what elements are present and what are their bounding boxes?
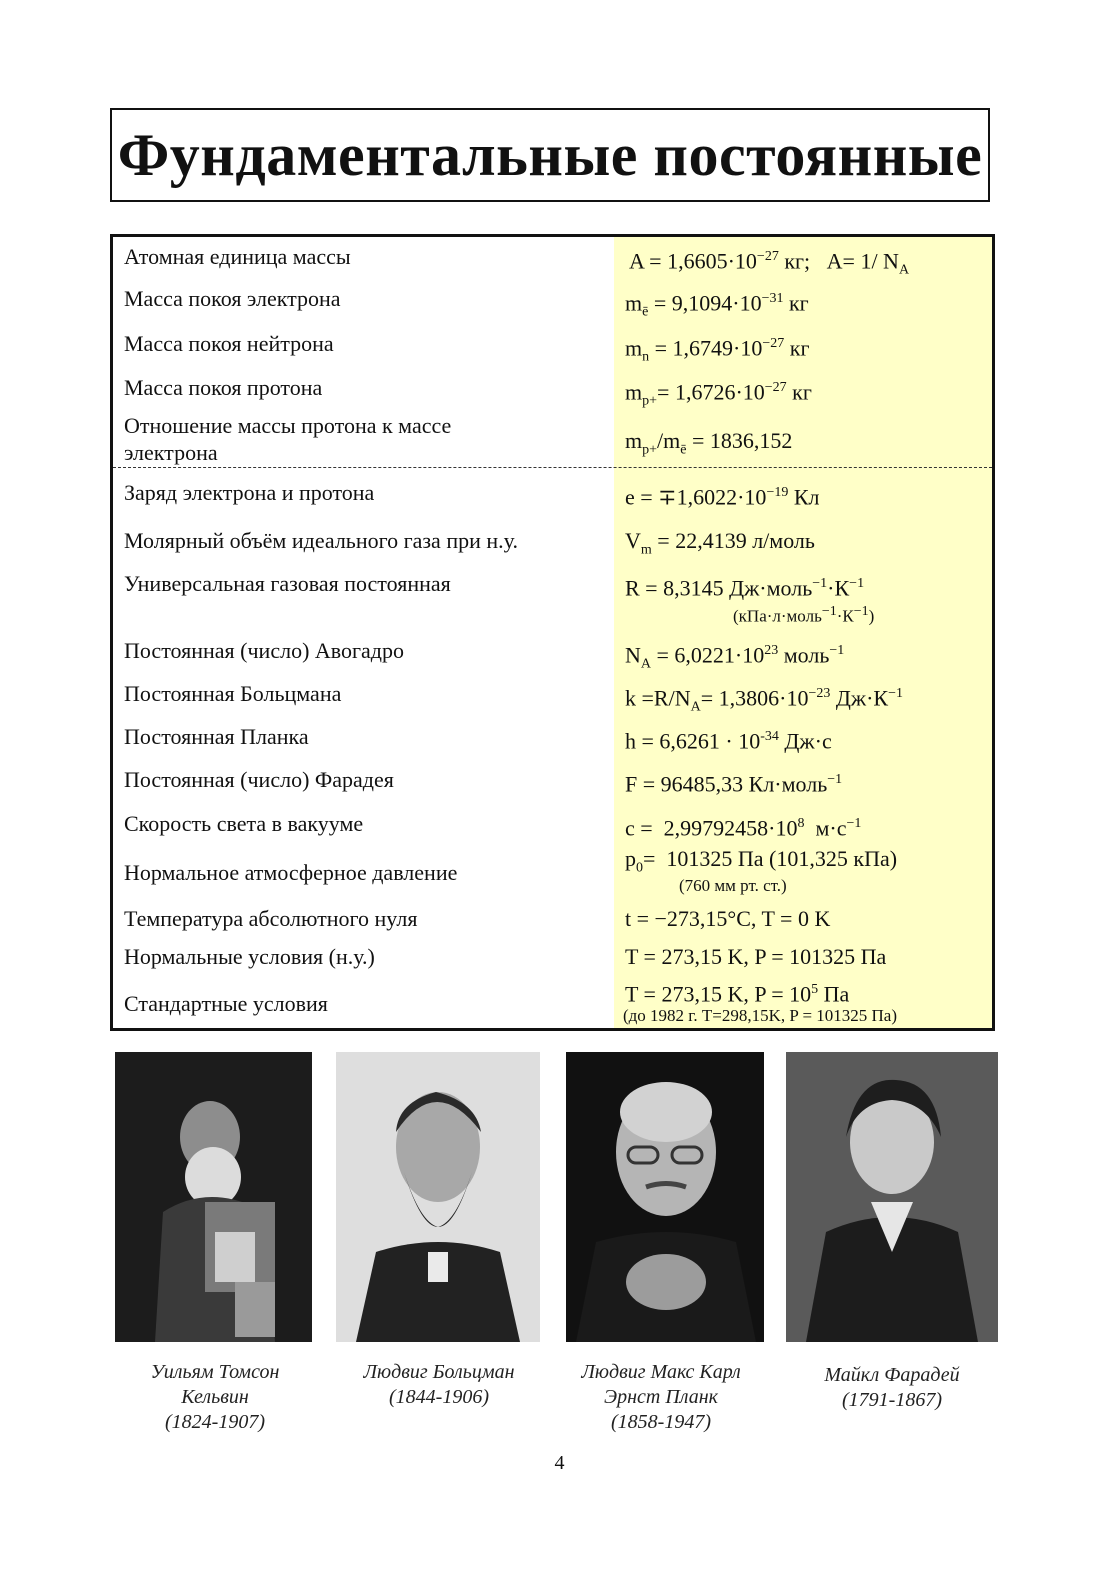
row-value: $m_{p+}= 1,6726\cdot 10^{-27}$ кг (625, 379, 812, 409)
row-label: Постоянная (число) Авогадро (124, 638, 404, 663)
row-value: $p_0= 101325$ Па (101,325 кПа) (625, 846, 898, 876)
row-label: Атомная единица массы (124, 244, 351, 269)
row-label (124, 412, 451, 466)
row-label: Масса покоя нейтрона (124, 331, 334, 356)
row-value-secondary: $(кПа\cdot л\cdot моль^{-1}\cdot К^{-1})$ (733, 604, 875, 626)
row-label-line: Отношение массы протона к массе (124, 413, 452, 438)
row-label: Стандартные условия (124, 991, 328, 1016)
row-value: $k =R/N_A= 1,3806\cdot 10^{-23}$ $Дж\cdot К^{-1}$ (625, 685, 903, 715)
portrait-boltzmann (336, 1052, 540, 1342)
row-label: Постоянная Планка (124, 724, 309, 749)
row-value: T = 273,15 K, P = 101325 Па (625, 944, 887, 969)
portrait-kelvin (115, 1052, 312, 1342)
caption-planck (556, 1360, 766, 1435)
row-label: Молярный объём идеального газа при н.у. (124, 528, 518, 553)
row-label: Температура абсолютного нуля (124, 906, 418, 931)
row-label: Постоянная (число) Фарадея (124, 767, 394, 792)
row-value: $h = 6,6261 \cdot 10^{-34}$ Дж·с (625, 728, 832, 754)
portrait-faraday (786, 1052, 998, 1342)
caption-line: (1824-1907) (165, 1411, 265, 1433)
caption-line: Людвиг Макс Карл (581, 1361, 741, 1383)
row-value: $e = \mp 1,6022\cdot 10^{-19}$ Кл (625, 484, 820, 510)
caption-line: Кельвин (181, 1386, 249, 1408)
caption-line: (1791-1867) (842, 1389, 942, 1411)
row-label: Масса покоя протона (124, 375, 323, 400)
row-label: Заряд электрона и протона (124, 480, 375, 505)
row-value: $N_A = 6,0221\cdot 10^{23}$ моль$^{-1}$ (625, 642, 845, 672)
caption-line: (1858-1947) (611, 1411, 711, 1433)
caption-line: Майкл Фарадей (824, 1364, 960, 1386)
caption-line: Людвиг Больцман (363, 1361, 515, 1383)
row-value: t = −273,15°C, T = 0 K (625, 906, 831, 931)
caption-line: (1844-1906) (389, 1386, 489, 1408)
row-value: $V_m = 22,4139$ л/моль (625, 528, 815, 558)
caption-boltzmann (336, 1360, 542, 1410)
page-title: Фундаментальные постоянные (117, 121, 983, 188)
caption-faraday (786, 1363, 998, 1413)
row-value: $c = 2,99792458\cdot 10^8$ $м\cdot с^{-1}$ (625, 815, 862, 841)
row-value-secondary: (760 мм рт. ст.) (679, 876, 787, 895)
row-label: Универсальная газовая постоянная (124, 571, 451, 596)
caption-kelvin (115, 1360, 315, 1435)
row-label: Масса покоя электрона (124, 286, 341, 311)
caption-line: Уильям Томсон (150, 1361, 280, 1383)
row-label: Скорость света в вакууме (124, 811, 364, 836)
page-number: 4 (554, 1452, 565, 1474)
row-label: Нормальные условия (н.у.) (124, 944, 375, 969)
row-value: $m_ē = 9,1094\cdot 10^{-31}$ кг (625, 290, 809, 320)
portrait-planck (566, 1052, 764, 1342)
row-label-line: электрона (124, 440, 218, 465)
row-value: $m_n = 1,6749\cdot 10^{-27}$ кг (625, 335, 810, 365)
row-value: R = 8,3145 $Дж\cdot моль^{-1}\cdot К^{-1}$ (625, 575, 865, 601)
row-value: $m_{p+}/m_ē = 1836,152$ (625, 428, 793, 458)
title-box (110, 108, 990, 202)
row-label: Постоянная Больцмана (124, 681, 342, 706)
constants-table (110, 234, 995, 1031)
row-value-secondary: (до 1982 г. T=298,15K, P = 101325 Па) (623, 1006, 898, 1025)
table-divider (113, 467, 992, 468)
row-label: Нормальное атмосферное давление (124, 860, 458, 885)
row-value: F = 96485,33 Кл·моль$^{-1}$ (625, 771, 843, 797)
row-value: $A = 1,6605\cdot 10^{-27}$ кг; A= 1/ $N_A$ (629, 248, 910, 278)
row-value: T = 273,15 K, $P = 10^5$ Па (625, 981, 850, 1007)
caption-line: Эрнст Планк (603, 1386, 719, 1408)
